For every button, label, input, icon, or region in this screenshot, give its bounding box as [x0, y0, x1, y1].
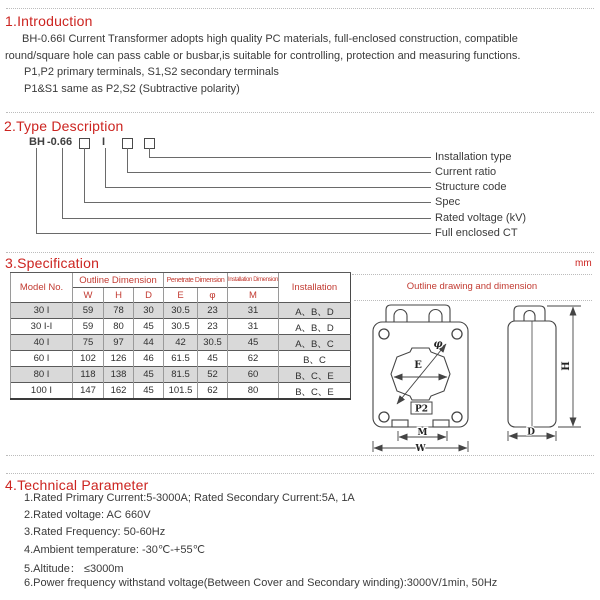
dim-label-h: H [561, 361, 572, 371]
mount-hole [452, 412, 462, 422]
outline-drawing [352, 300, 595, 457]
cell-installation: B、C [279, 351, 351, 367]
cell-m: 45 [228, 335, 279, 351]
separator-line [6, 8, 594, 9]
dim-label-m: M [417, 428, 428, 438]
cell-model: 30 I-I [11, 319, 73, 335]
table-row [11, 351, 351, 367]
cell-m: 60 [228, 367, 279, 383]
specification-table [10, 272, 351, 400]
cell-d: 45 [134, 367, 164, 383]
type-label-structure-code: Structure code [435, 181, 507, 193]
intro-text-line: BH-0.66I Current Transformer adopts high quality PC materials, full-enclosed construction, compatible [22, 33, 518, 45]
table-row [11, 367, 351, 383]
type-label-current-ratio: Current ratio [435, 166, 497, 178]
cell-installation: A、B、D [279, 303, 351, 319]
unit-label-mm: mm [575, 258, 592, 269]
cell-phi: 23 [198, 303, 228, 319]
cell-phi: 30.5 [198, 335, 228, 351]
tech-parameter-item: 4.Ambient temperature: -30℃-+55℃ [24, 544, 205, 556]
col-header-h: H [104, 288, 134, 303]
cell-model: 80 I [11, 367, 73, 383]
type-label-installation-type: Installation type [435, 151, 512, 163]
connector-line [36, 148, 431, 234]
cell-m: 31 [228, 303, 279, 319]
terminal-notch [394, 310, 407, 323]
cell-h: 97 [104, 335, 134, 351]
cell-installation: B、C、E [279, 383, 351, 400]
cell-m: 62 [228, 351, 279, 367]
cell-h: 80 [104, 319, 134, 335]
tech-parameter-item: 1.Rated Primary Current:5-3000A; Rated Secondary Current:5A, 1A [24, 492, 355, 504]
cell-m: 80 [228, 383, 279, 400]
tech-parameter-item: 6.Power frequency withstand voltage(Between Cover and Secondary winding):3000V/1min, 50Hz [24, 577, 498, 589]
dim-label-phi: φ [433, 339, 443, 350]
table-row [11, 383, 351, 400]
front-cap [386, 305, 450, 322]
separator-line [6, 473, 594, 474]
cell-installation: A、B、C [279, 335, 351, 351]
col-header-e: E [164, 288, 198, 303]
drawing-panel-title: Outline drawing and dimension [406, 281, 538, 292]
col-header-installation: Installation [279, 273, 351, 303]
col-header-w: W [73, 288, 104, 303]
section-title-type-description: 2.Type Description [4, 118, 124, 134]
dim-label-d: D [527, 427, 535, 438]
cell-model: 30 I [11, 303, 73, 319]
tech-parameter-item: 5.Altitude： ≤3000m [24, 563, 124, 575]
dim-label-e: E [414, 360, 422, 371]
separator-line [6, 112, 594, 113]
cell-e: 30.5 [164, 303, 198, 319]
col-header-d: D [134, 288, 164, 303]
terminal-notch [429, 310, 442, 323]
table-row [11, 335, 351, 351]
col-group-installation-dimension: Installation Dimension [228, 273, 279, 288]
section-title-specification: 3.Specification [5, 255, 100, 271]
cell-d: 45 [134, 383, 164, 400]
tech-parameter-item: 2.Rated voltage: AC 660V [24, 509, 151, 521]
section-title-technical-parameter: 4.Technical Parameter [5, 477, 149, 493]
mount-hole [452, 329, 462, 339]
col-header-m: M [228, 288, 279, 303]
dim-line-phi [397, 344, 446, 404]
cell-h: 162 [104, 383, 134, 400]
intro-text-line: P1&S1 same as P2,S2 (Subtractive polarity) [24, 83, 240, 95]
mount-foot [433, 420, 449, 427]
cell-w: 75 [73, 335, 104, 351]
terminal-notch [524, 311, 535, 322]
cell-m: 31 [228, 319, 279, 335]
cell-d: 30 [134, 303, 164, 319]
intro-text-line: P1,P2 primary terminals, S1,S2 secondary terminals [24, 66, 279, 78]
cell-phi: 23 [198, 319, 228, 335]
intro-text-line: round/square hole can pass cable or busbar,is suitable for controlling, protection and measuring functions. [5, 50, 521, 62]
type-label-spec: Spec [435, 196, 461, 208]
code-structure: I [102, 136, 106, 148]
section-title-introduction: 1.Introduction [5, 13, 93, 29]
col-header-phi: φ [198, 288, 228, 303]
mount-hole [379, 412, 389, 422]
cell-model: 100 I [11, 383, 73, 400]
code-prefix: BH [29, 136, 45, 148]
cell-w: 102 [73, 351, 104, 367]
separator-line [352, 274, 592, 275]
cell-phi: 52 [198, 367, 228, 383]
col-group-outline: Outline Dimension [73, 273, 164, 288]
cell-w: 59 [73, 319, 104, 335]
cell-h: 126 [104, 351, 134, 367]
type-label-full-enclosed-ct: Full enclosed CT [435, 227, 518, 239]
cell-d: 46 [134, 351, 164, 367]
cell-phi: 62 [198, 383, 228, 400]
mount-foot [392, 420, 408, 427]
cell-e: 42 [164, 335, 198, 351]
cell-w: 147 [73, 383, 104, 400]
mount-hole [379, 329, 389, 339]
cell-installation: A、B、D [279, 319, 351, 335]
cell-d: 45 [134, 319, 164, 335]
side-cap [514, 306, 545, 321]
cell-d: 44 [134, 335, 164, 351]
cell-e: 61.5 [164, 351, 198, 367]
table-row [11, 319, 351, 335]
tech-parameter-item: 3.Rated Frequency: 50-60Hz [24, 526, 166, 538]
cell-model: 60 I [11, 351, 73, 367]
col-header-model: Model No. [11, 273, 73, 303]
cell-e: 81.5 [164, 367, 198, 383]
p2-label: P2 [414, 404, 429, 415]
cell-phi: 45 [198, 351, 228, 367]
cell-model: 40 I [11, 335, 73, 351]
cell-h: 78 [104, 303, 134, 319]
cell-installation: B、C、E [279, 367, 351, 383]
cell-e: 101.5 [164, 383, 198, 400]
code-voltage: -0.66 [47, 136, 73, 148]
separator-line [6, 252, 594, 253]
cell-w: 59 [73, 303, 104, 319]
type-label-rated-voltage: Rated voltage (kV) [435, 212, 527, 224]
col-group-penetrate: Penetrate Dimension [164, 273, 228, 288]
table-row [11, 303, 351, 319]
cell-w: 118 [73, 367, 104, 383]
cell-h: 138 [104, 367, 134, 383]
cell-e: 30.5 [164, 319, 198, 335]
dim-label-w: W [415, 444, 426, 454]
center-window [391, 348, 450, 400]
